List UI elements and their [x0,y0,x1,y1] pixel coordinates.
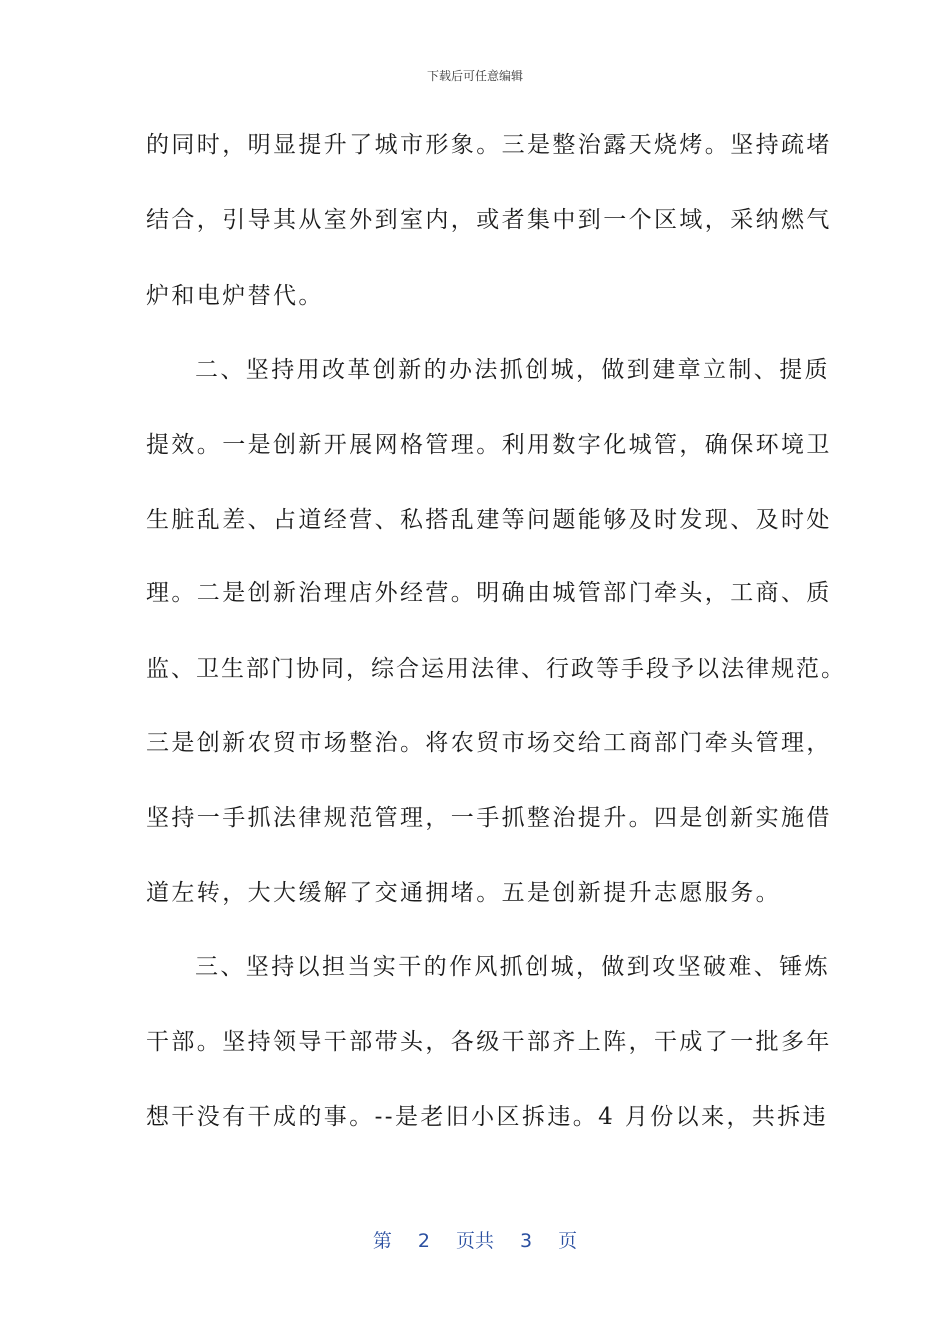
text-line: 干部。坚持领导干部带头，各级干部齐上阵，干成了一批多年 [146,1029,832,1055]
text-line: 的同时，明显提升了城市形象。三是整治露天烧烤。坚持疏堵 [146,132,832,158]
text-line: 理。二是创新治理店外经营。明确由城管部门牵头，工商、质 [146,580,832,606]
footer-prefix: 第 [372,1230,392,1252]
text-line: 提效。一是创新开展网格管理。利用数字化城管，确保环境卫 [146,432,832,458]
page-number: 2 [417,1230,430,1252]
paragraph-heading-line: 二、坚持用改革创新的办法抓创城，做到建章立制、提质 [195,357,830,383]
page-footer [0,1226,950,1253]
footer-mid: 页共 [455,1230,494,1252]
text-line: 想干没有干成的事。--是老旧小区拆违。4 月份以来，共拆违 [146,1104,829,1130]
paragraph-heading-line: 三、坚持以担当实干的作风抓创城，做到攻坚破难、锤炼 [195,954,830,980]
text-line: 结合，引导其从室外到室内，或者集中到一个区域，采纳燃气 [146,207,832,233]
text-line: 生脏乱差、占道经营、私搭乱建等问题能够及时发现、及时处 [146,507,832,533]
text-line: 炉和电炉替代。 [146,283,324,309]
text-line: 三是创新农贸市场整治。将农贸市场交给工商部门牵头管理， [146,730,832,756]
text-line: 监、卫生部门协同，综合运用法律、行政等手段予以法律规范。 [146,656,846,682]
text-line: 坚持一手抓法律规范管理，一手抓整治提升。四是创新实施借 [146,805,832,831]
footer-suffix: 页 [558,1230,578,1252]
text-line: 道左转，大大缓解了交通拥堵。五是创新提升志愿服务。 [146,880,781,906]
total-pages: 3 [520,1230,533,1252]
header-note: 下载后可任意编辑 [426,69,523,83]
